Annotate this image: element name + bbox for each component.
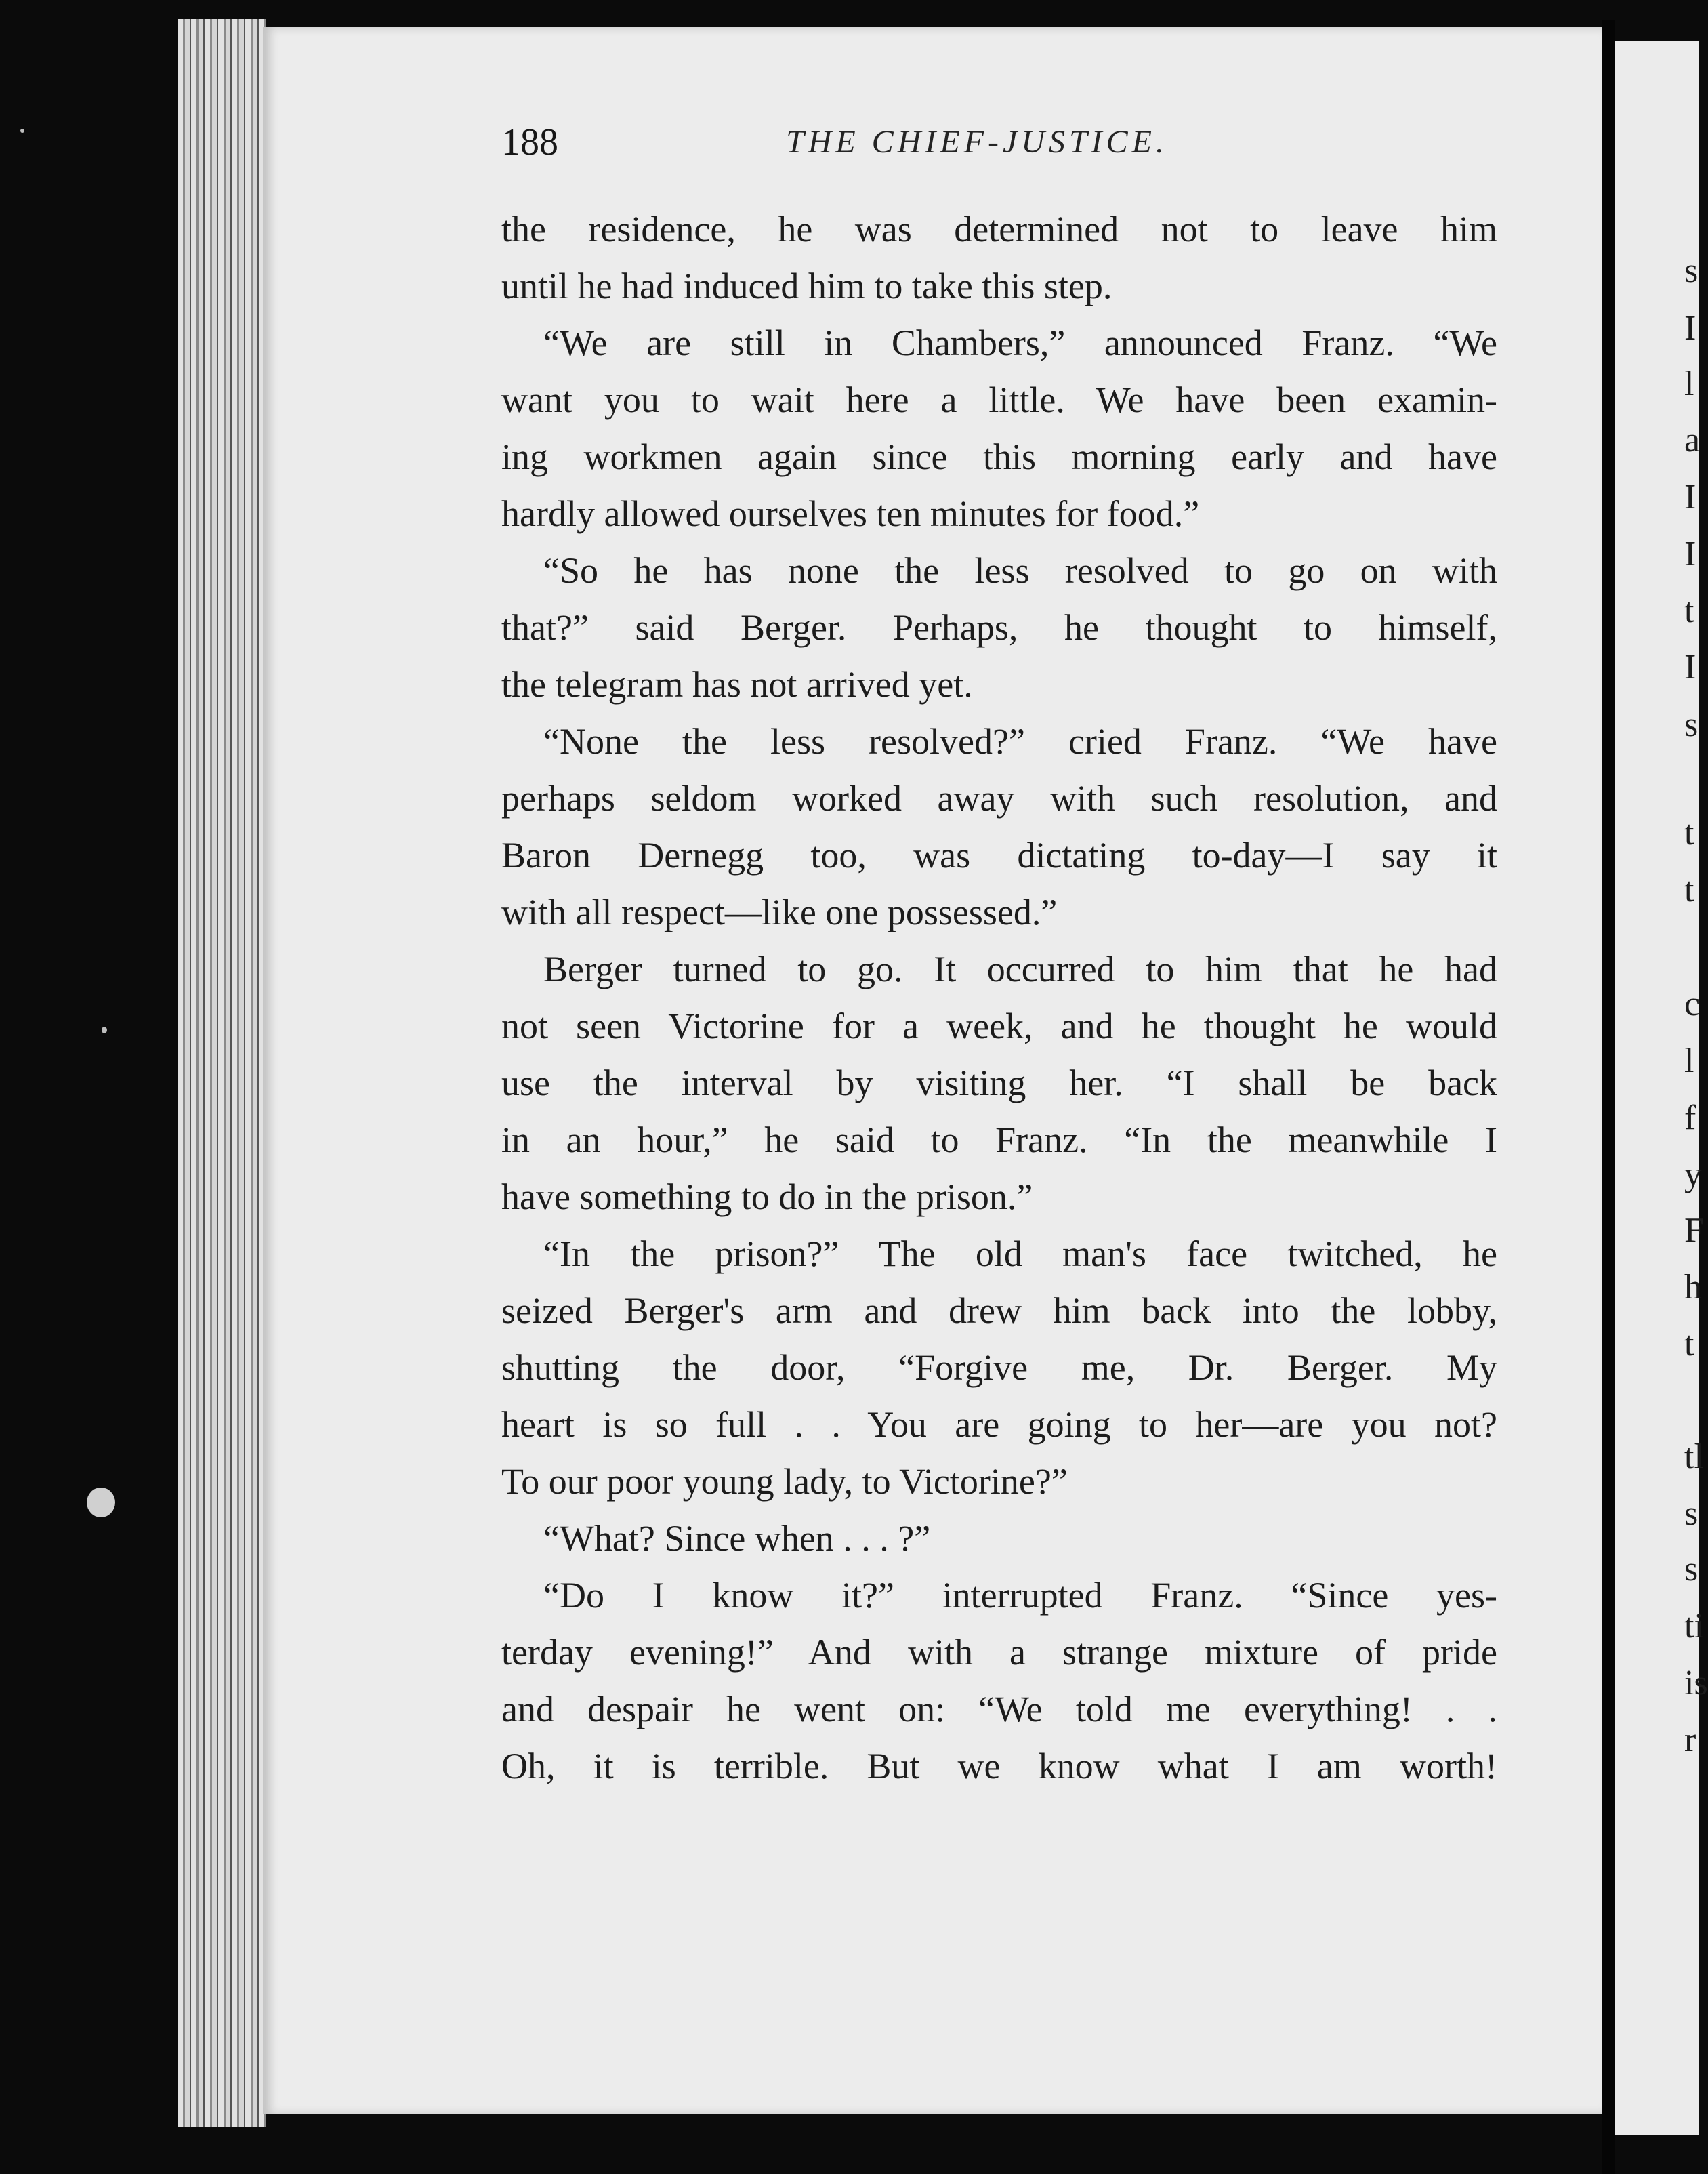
dust-speck: [87, 1488, 115, 1517]
text-line: want you to wait here a little. We have been examin-: [501, 380, 1497, 420]
text-line: use the interval by visiting her. “I shall be back: [501, 1063, 1497, 1103]
fragment: y: [1684, 1155, 1702, 1194]
text-line: the telegram has not arrived yet.: [501, 664, 973, 705]
text-line: “We are still in Chambers,” announced Franz. “We: [543, 323, 1497, 363]
text-line: “Do I know it?” interrupted Franz. “Since yes-: [543, 1575, 1497, 1616]
fragment: l: [1684, 365, 1694, 403]
fragment: tl: [1684, 1437, 1704, 1476]
fragment: t: [1684, 871, 1694, 909]
text-line: “None the less resolved?” cried Franz. “We have: [543, 721, 1497, 762]
fragment: I: [1684, 648, 1696, 686]
fragment: is: [1684, 1664, 1708, 1702]
text-line: Oh, it is terrible. But we know what I am worth!: [501, 1746, 1497, 1786]
text-line: have something to do in the prison.”: [501, 1176, 1033, 1217]
fragment: s: [1684, 1494, 1699, 1533]
fragment: s: [1684, 705, 1699, 744]
fragment: h: [1684, 1268, 1702, 1307]
dust-speck: [20, 129, 24, 133]
text-line: not seen Victorine for a week, and he thought he would: [501, 1006, 1497, 1046]
facing-page: [1615, 41, 1699, 2135]
text-line: until he had induced him to take this step.: [501, 266, 1112, 306]
text-line: the residence, he was determined not to leave him: [501, 209, 1497, 249]
text-line: Baron Dernegg too, was dictating to-day—I say it: [501, 835, 1497, 876]
fragment: c: [1684, 985, 1701, 1023]
fragment: I: [1684, 535, 1696, 573]
text-line: “What? Since when . . . ?”: [543, 1518, 931, 1559]
body-text: [501, 201, 1497, 1794]
fragment: I: [1684, 309, 1696, 348]
text-line: heart is so full . . You are going to her—are you not?: [501, 1404, 1497, 1445]
text-line: with all respect—like one possessed.”: [501, 892, 1058, 932]
text-line: shutting the door, “Forgive me, Dr. Berger. My: [501, 1347, 1497, 1388]
fragment: I: [1684, 478, 1696, 516]
fragment: ti: [1684, 1607, 1704, 1645]
text-line: Berger turned to go. It occurred to him that he had: [543, 949, 1497, 989]
fragment: t: [1684, 592, 1694, 630]
fragment: a: [1684, 421, 1701, 459]
fragment: r: [1684, 1721, 1696, 1759]
page-edges: [178, 19, 266, 2127]
fragment: F: [1684, 1211, 1704, 1250]
text-line: and despair he went on: “We told me everything! . .: [501, 1689, 1497, 1729]
fragment: s: [1684, 251, 1699, 290]
page-header: [501, 121, 1497, 175]
book-gutter: [1602, 20, 1615, 2174]
text-line: hardly allowed ourselves ten minutes for food.”: [501, 493, 1200, 534]
text-line: seized Berger's arm and drew him back into the lobby,: [501, 1290, 1497, 1331]
text-line: perhaps seldom worked away with such resolution, and: [501, 778, 1497, 819]
running-head: THE CHIEF-JUSTICE.: [786, 124, 1168, 160]
fragment: t: [1684, 814, 1694, 853]
text-line: that?” said Berger. Perhaps, he thought to himself,: [501, 607, 1497, 648]
fragment: l: [1684, 1042, 1694, 1080]
fragment: t: [1684, 1325, 1694, 1363]
text-line: in an hour,” he said to Franz. “In the meanwhile I: [501, 1120, 1497, 1160]
text-line: “So he has none the less resolved to go on with: [543, 550, 1497, 591]
fragment: f: [1684, 1099, 1696, 1137]
text-line: To our poor young lady, to Victorine?”: [501, 1461, 1068, 1502]
text-line: ing workmen again since this morning early and have: [501, 436, 1497, 477]
page-number: 188: [501, 121, 558, 163]
dust-speck: [102, 1027, 107, 1033]
text-line: terday evening!” And with a strange mixture of pride: [501, 1632, 1497, 1673]
fragment: s: [1684, 1550, 1699, 1588]
text-line: “In the prison?” The old man's face twitched, he: [543, 1233, 1497, 1274]
